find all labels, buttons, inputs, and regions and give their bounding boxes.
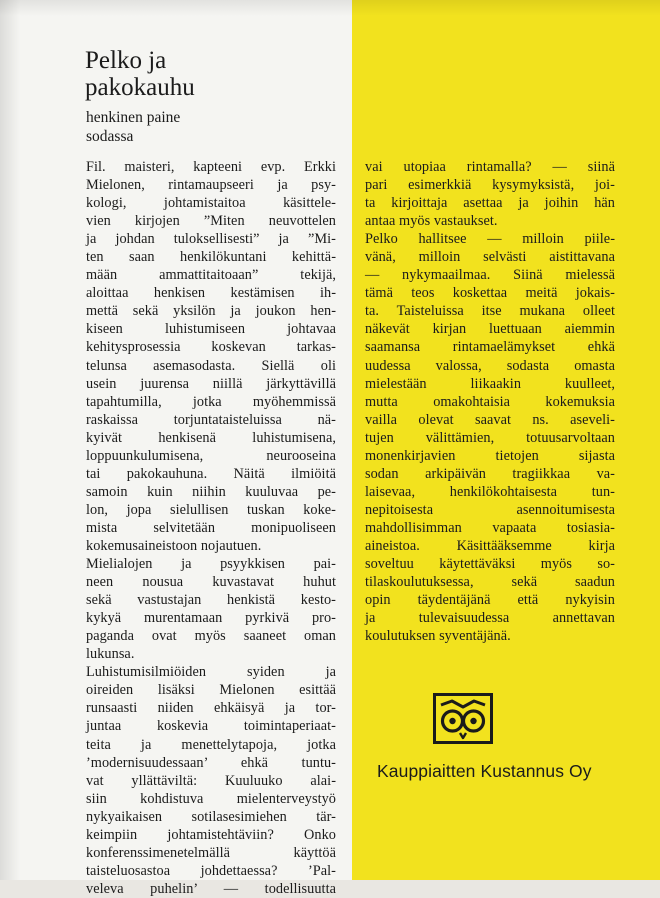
blurb-line: aineistoa. Käsittääksemme kirja [365, 537, 615, 554]
blurb-line: ten saan henkilökuntani kehittä- [86, 249, 336, 266]
blurb-line: kyivät henkisenä luhistumisena, [86, 429, 336, 446]
blurb-line: Pelko hallitsee — milloin piile- [365, 231, 615, 248]
blurb-line: kykyä murentamaan pyrkivä pro- [86, 610, 336, 627]
blurb-line: telunsa asemasodasta. Siellä oli [86, 357, 336, 374]
blurb-line: keimpiin johtamistehtäviin? Onko [86, 826, 336, 843]
blurb-line: tapahtumilla, jotka myöhemmissä [86, 393, 336, 410]
blurb-line: monenkirjavien tietojen sijasta [365, 447, 615, 464]
blurb-line: ta kirjoittaja asettaa ja joihin hän [365, 195, 615, 212]
cover-edge-shadow [0, 0, 20, 880]
blurb-line: vai utopiaa rintamalla? — siinä [365, 159, 615, 175]
blurb-line: ’modernisuudessaan’ ehkä tuntu- [86, 754, 336, 771]
blurb-line: Luhistumisilmiöiden syiden ja [86, 664, 336, 681]
blurb-line: ja tulevaisuudessa annettavan [365, 610, 615, 627]
blurb-line: opin täydentäjänä että nykyisin [365, 592, 615, 609]
publisher-name: Kauppiaitten Kustannus Oy [377, 761, 592, 781]
blurb-line: neen nousua kuvastavat huhut [86, 574, 336, 591]
blurb-line: usein juurensa niillä järkyttävillä [86, 375, 336, 392]
blurb-line: tujen välittämien, totuusarvoltaan [365, 429, 615, 446]
blurb-line: mään ammattitaitoaan” tekijä, [86, 267, 336, 284]
blurb-line: kokemusaineistoon nojautuen. [86, 537, 262, 554]
blurb-line: tai pakokauhuna. Näitä ilmiöitä [86, 465, 336, 482]
book-subtitle [86, 108, 180, 146]
blurb-line: paganda ovat myös saaneet oman [86, 628, 336, 645]
blurb-line: mutta omakohtaisia kokemuksia [365, 393, 615, 410]
blurb-line: aloittaa henkisen kestämisen ih- [86, 285, 336, 302]
blurb-line: mahdollisimman vapaata tosiasia- [365, 519, 615, 536]
blurb-line: Fil. maisteri, kapteeni evp. Erkki [86, 159, 336, 175]
blurb-line: ta. Taisteluissa itse mukana olleet [365, 303, 615, 320]
book-subtitle-line: henkinen paine [86, 109, 181, 126]
blurb-line: Mielialojen ja psyykkisen pai- [86, 556, 336, 573]
blurb-line: samoin kuin niihin kuuluvaa pe- [86, 483, 336, 500]
blurb-line: mielestään liikaakin kuulleet, [365, 375, 615, 392]
blurb-line: mettä sekä yksilön ja joukon hen- [86, 303, 336, 320]
blurb-line: soveltuu käytettäväksi myös so- [365, 556, 615, 573]
blurb-right-column [365, 158, 615, 645]
owl-logo-icon [433, 693, 493, 744]
blurb-line: runsaasti niiden ehkäisyä ja tor- [86, 700, 336, 717]
blurb-line: vänä, milloin selvästi aistittavana [365, 249, 615, 266]
book-title-line: Pelko ja [85, 47, 167, 74]
blurb-line: sodan arkipäivän tragiikkaa va- [365, 465, 615, 482]
blurb-line: vien kirjojen ”Miten neuvottelen [86, 213, 336, 230]
blurb-line: nepitoisesta asennoitumisesta [365, 501, 615, 518]
blurb-line: saamansa rintamaelämykset ehkä [365, 339, 615, 356]
blurb-left-column [86, 158, 336, 898]
blurb-line: Mielonen, rintamaupseeri ja psy- [86, 177, 336, 194]
blurb-line: siin kohdistuva mielenterveystyö [86, 790, 336, 807]
blurb-line: tämä teos koskettaa meitä jokais- [365, 285, 615, 302]
book-subtitle-line: sodassa [86, 128, 134, 145]
blurb-line: loppuunkulumisena, neurooseina [86, 447, 336, 464]
blurb-line: raskaissa torjuntataisteluissa nä- [86, 411, 336, 428]
blurb-line: tilaskoulutuksessa, sekä saadun [365, 574, 615, 591]
blurb-line: mista selvitetään monipuoliseen [86, 519, 336, 536]
blurb-line: ja johdan tuloksellisesti” ja ”Mi- [86, 231, 336, 248]
blurb-line: sekä vastustajan henkistä kesto- [86, 592, 336, 609]
blurb-line: näkevät kirjan luettuaan aiemmin [365, 321, 615, 338]
blurb-line: oireiden lisäksi Mielonen esittää [86, 682, 336, 699]
blurb-line: lon, jopa sielullisen tuskan koke- [86, 501, 336, 518]
blurb-line: koulutuksen syventäjänä. [365, 628, 511, 645]
book-title [85, 47, 195, 101]
blurb-line: kiseen luhistumiseen johtavaa [86, 321, 336, 338]
blurb-line: laisevaa, henkilökohtaisesta tun- [365, 483, 615, 500]
blurb-line: kehitysprosessia koskevan tarkas- [86, 339, 336, 356]
blurb-line: nykyaikaisen sotilasesimiehen tär- [86, 808, 336, 825]
blurb-line: taisteluosastoa johdettaessa? ’Pal- [86, 862, 336, 879]
blurb-line: — nykymaailmaa. Siinä mielessä [365, 267, 615, 284]
blurb-line: veleva puhelin’ — todellisuutta [86, 880, 336, 897]
blurb-line: lukunsa. [86, 646, 135, 663]
blurb-line: antaa myös vastaukset. [365, 213, 498, 230]
blurb-line: uudessa valossa, sodasta omasta [365, 357, 615, 374]
cover-top-shadow [0, 0, 660, 16]
blurb-line: teita ja menettelytapoja, jotka [86, 736, 336, 753]
blurb-line: pari esimerkkiä kysymyksistä, joi- [365, 177, 615, 194]
blurb-line: konferenssimenetelmällä käyttöä [86, 844, 336, 861]
blurb-line: kologi, johtamistaitoa käsittele- [86, 195, 336, 212]
blurb-line: vailla olevat saavat ns. aseveli- [365, 411, 615, 428]
blurb-line: juntaa koskevia toimintaperiaat- [86, 718, 336, 735]
blurb-line: vat yllättäviltä: Kuuluuko alai- [86, 772, 336, 789]
book-title-line: pakokauhu [85, 74, 195, 101]
